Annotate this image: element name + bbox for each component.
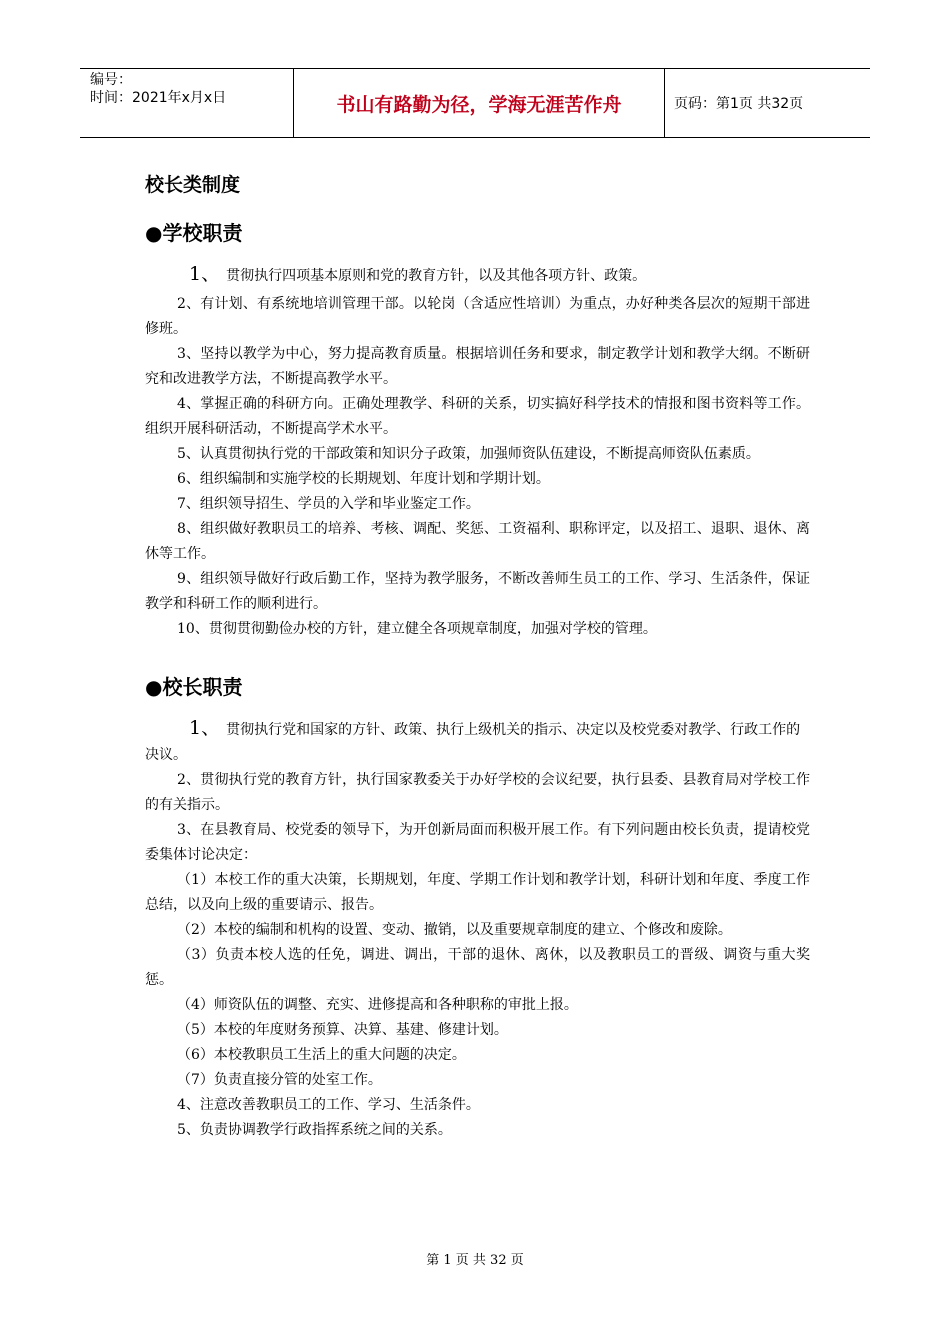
principal-duty-item: 3、在县教育局、校党委的领导下，为开创新局面而积极开展工作。有下列问题由校长负责，提请校党委集体讨论决定：	[145, 822, 810, 863]
section-heading-principal-duties: ●校长职责	[145, 675, 243, 699]
school-duties-list	[145, 292, 810, 642]
principal-duty-subitem: （4）师资队伍的调整、充实、进修提高和各种职称的审批上报。	[177, 997, 578, 1013]
number-label: 编号：	[90, 72, 132, 88]
principal-duty-subitem: （5）本校的年度财务预算、决算、基建、修建计划。	[177, 1022, 508, 1038]
school-duty-item: 3、坚持以教学为中心，努力提高教育质量。根据培训任务和要求，制定教学计划和教学大纲。不断研究和改进教学方法，不断提高教学水平。	[145, 346, 810, 387]
motto-text: 书山有路勤为径，学海无涯苦作舟	[336, 93, 622, 116]
principal-duty-subitem: （6）本校教职员工生活上的重大问题的决定。	[177, 1047, 466, 1063]
item-number: 1、	[189, 263, 221, 285]
principal-duty-item: 5、负责协调教学行政指挥系统之间的关系。	[177, 1122, 452, 1138]
header-left-cell	[80, 69, 293, 137]
school-duty-item: 6、组织编制和实施学校的长期规划、年度计划和学期计划。	[177, 471, 550, 487]
document-title: 校长类制度	[145, 174, 241, 196]
school-duty-item: 2、有计划、有系统地培训管理干部。以轮岗（含适应性培训）为重点，办好种类各层次的短期干部进修班。	[145, 296, 810, 337]
school-duty-item: 9、组织领导做好行政后勤工作，坚持为教学服务，不断改善师生员工的工作、学习、生活条件，保证教学和科研工作的顺利进行。	[145, 571, 810, 612]
school-duty-item: 10、贯彻贯彻勤俭办校的方针，建立健全各项规章制度，加强对学校的管理。	[177, 621, 657, 637]
item-number: 1、	[189, 717, 221, 739]
item-text: 贯彻执行四项基本原则和党的教育方针，以及其他各项方针、政策。	[226, 268, 647, 284]
principal-duty-subitem: （1）本校工作的重大决策，长期规划，年度、学期工作计划和教学计划，科研计划和年度、季度工作总结，以及向上级的重要请示、报告。	[145, 872, 810, 913]
principal-duty-subitem: （7）负责直接分管的处室工作。	[177, 1072, 382, 1088]
date-label: 时间：2021年x月x日	[90, 90, 227, 106]
principal-duty-item: 4、注意改善教职员工的工作、学习、生活条件。	[177, 1097, 480, 1113]
header-table	[80, 68, 870, 138]
principal-duty-item-1	[145, 716, 810, 768]
school-duty-item: 4、掌握正确的科研方向。正确处理教学、科研的关系，切实搞好科学技术的情报和图书资料等工作。组织开展科研活动，不断提高学术水平。	[145, 396, 810, 437]
school-duty-item: 7、组织领导招生、学员的入学和毕业鉴定工作。	[177, 496, 480, 512]
principal-duty-subitem: （3）负责本校人选的任免，调进、调出，干部的退休、离休，以及教职员工的晋级、调资与重大奖惩。	[145, 947, 810, 988]
school-duty-item: 8、组织做好教职员工的培养、考核、调配、奖惩、工资福利、职称评定，以及招工、退职、退休、离休等工作。	[145, 521, 810, 562]
principal-duty-subitem: （2）本校的编制和机构的设置、变动、撤销，以及重要规章制度的建立、个修改和废除。	[177, 922, 732, 938]
item-text: 贯彻执行党和国家的方针、政策、执行上级机关的指示、决定以及校党委对教学、行政工作的决议。	[145, 722, 801, 763]
page-label: 页码：第1页 共32页	[674, 96, 804, 112]
motto-cell	[293, 69, 665, 137]
school-duty-item: 5、认真贯彻执行党的干部政策和知识分子政策，加强师资队伍建设，不断提高师资队伍素质。	[177, 446, 760, 462]
school-duty-item-1	[145, 262, 810, 289]
principal-duties-list	[145, 768, 810, 1143]
document-body	[145, 170, 810, 1143]
section-heading-school-duties: ●学校职责	[145, 221, 243, 245]
page-number-cell	[665, 69, 870, 137]
page-footer: 第 1 页 共 32 页	[426, 1253, 524, 1268]
principal-duty-item: 2、贯彻执行党的教育方针，执行国家教委关于办好学校的会议纪要，执行县委、县教育局对学校工作的有关指示。	[145, 772, 810, 813]
